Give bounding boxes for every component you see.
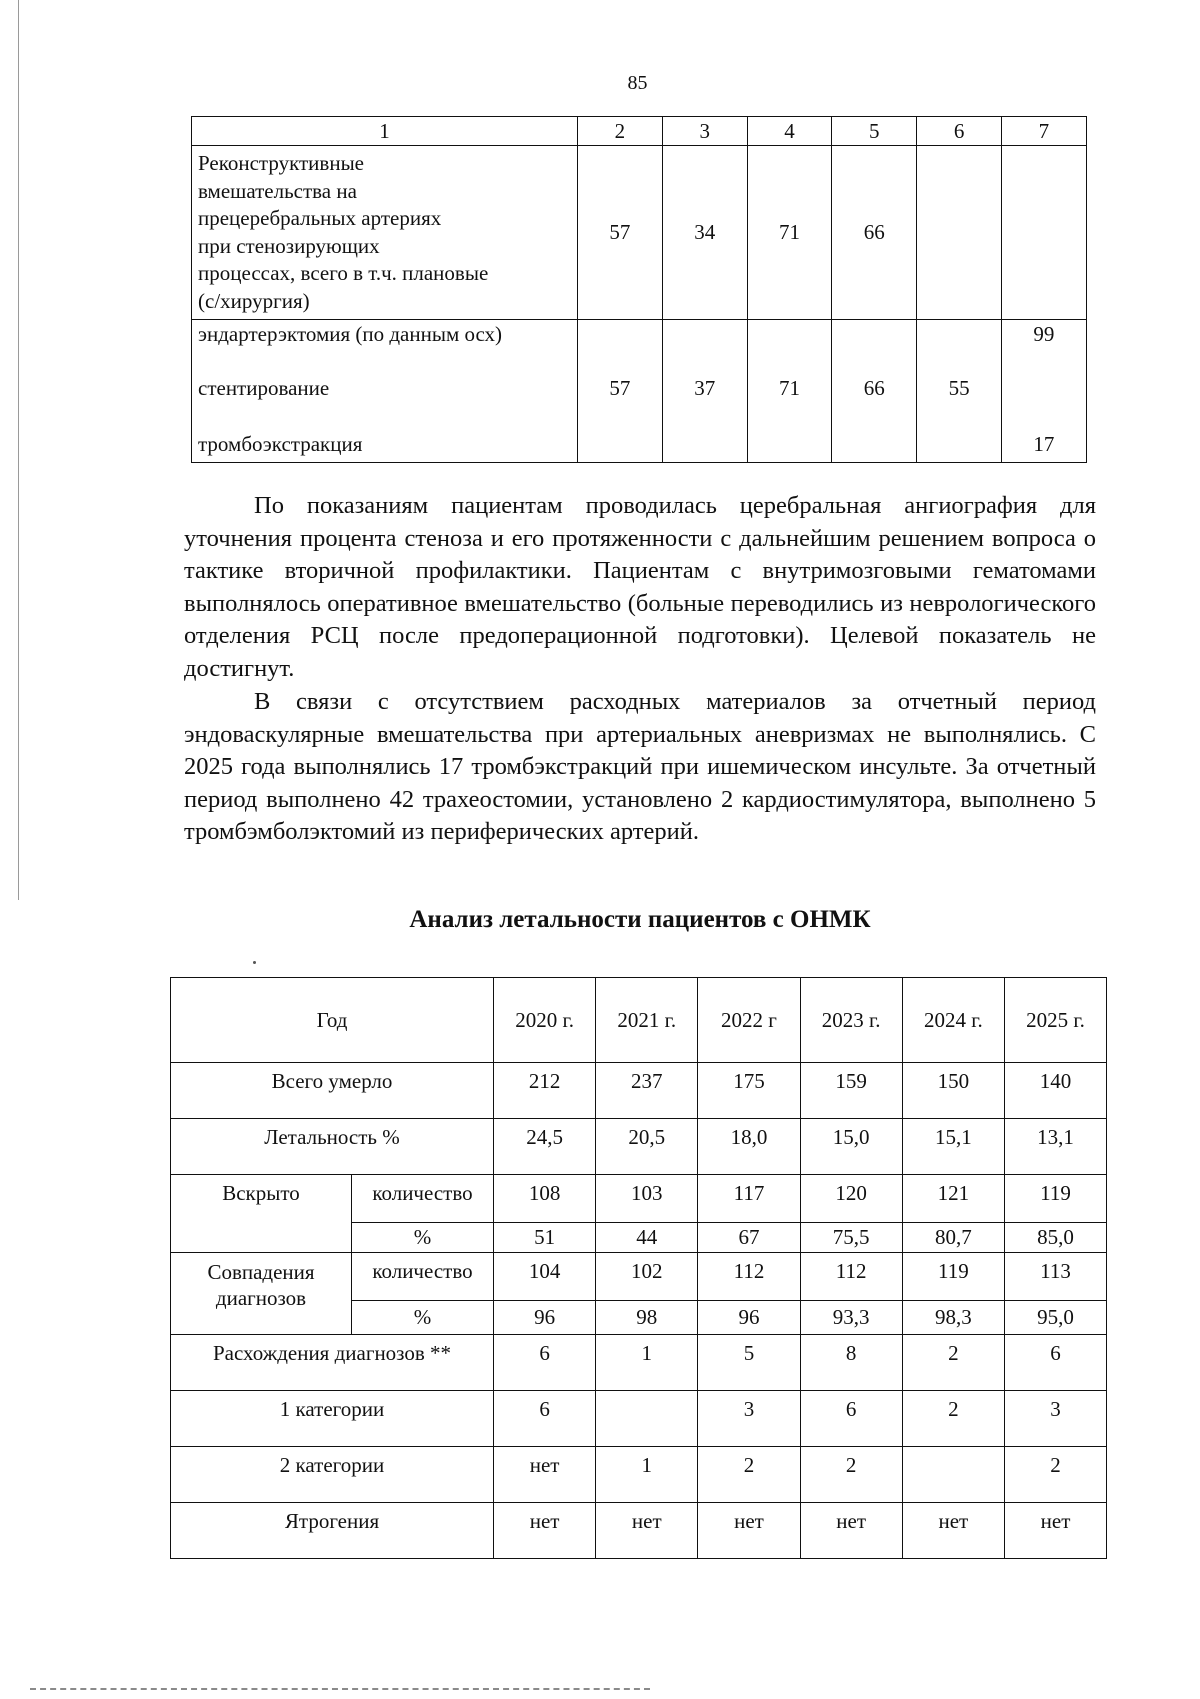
table-cell: 175 xyxy=(698,1063,800,1119)
col-header: 5 xyxy=(832,117,917,146)
year-cell: 2023 г. xyxy=(800,978,902,1063)
year-cell: 2024 г. xyxy=(902,978,1004,1063)
table-cell: 117 xyxy=(698,1175,800,1223)
table-cell: 119 xyxy=(1004,1175,1106,1223)
table-cell: 66 xyxy=(863,376,885,400)
table-cell: 6 xyxy=(494,1391,596,1447)
table-cell: 119 xyxy=(902,1253,1004,1301)
table-cell: 103 xyxy=(596,1175,698,1223)
table-cell: 20,5 xyxy=(596,1119,698,1175)
table-cell: 17 xyxy=(1033,432,1055,456)
mortality-table xyxy=(170,977,1107,1559)
mortality-table-title: Анализ летальности пациентов с ОНМК xyxy=(409,906,871,933)
table-cell: 18,0 xyxy=(698,1119,800,1175)
col-header: 6 xyxy=(917,117,1002,146)
table-cell: 95,0 xyxy=(1004,1301,1106,1335)
table-cell: нет xyxy=(494,1447,596,1503)
table-cell: 24,5 xyxy=(494,1119,596,1175)
row-label: 1 категории xyxy=(171,1391,494,1447)
table-cell: 2 xyxy=(800,1447,902,1503)
col-header: 2 xyxy=(578,117,663,146)
row-label: Всего умерло xyxy=(171,1063,494,1119)
table-cell: 5 xyxy=(698,1335,800,1391)
table-cell: 108 xyxy=(494,1175,596,1223)
table-cell: нет xyxy=(698,1503,800,1559)
table-cell: 3 xyxy=(1004,1391,1106,1447)
table-cell: 15,0 xyxy=(800,1119,902,1175)
page-number: 85 xyxy=(627,72,648,94)
table-cell: нет xyxy=(596,1503,698,1559)
table-cell: 140 xyxy=(1004,1063,1106,1119)
table-cell: 112 xyxy=(800,1253,902,1301)
table-cell: 80,7 xyxy=(902,1223,1004,1253)
table-cell: 57 xyxy=(578,146,663,320)
table-cell: 159 xyxy=(800,1063,902,1119)
sub-label: количество xyxy=(352,1253,494,1301)
table-cell: 15,1 xyxy=(902,1119,1004,1175)
table-header-row xyxy=(192,117,1087,146)
table-row xyxy=(192,146,1087,320)
paragraph-endovascular: В связи с отсутствием расходных материалов за отчетный период эндоваскулярные вмешательства при артериальных аневризмах не выполнялись. С 2025 года выполнялись 17 тромбэкстракций при ишемическом инсульте. За отчетный период выполнено 42 трахеостомии, установлено 2 кардиостимулятора, выполнено 5 тромбэмболэктомий из периферических артерий. xyxy=(184,688,1096,846)
col-header: 4 xyxy=(747,117,832,146)
table-row xyxy=(192,320,1087,463)
table-cell xyxy=(596,1391,698,1447)
row-label: Совпадения диагнозов xyxy=(171,1253,352,1335)
table-cell: 3 xyxy=(698,1391,800,1447)
table-cell: 98,3 xyxy=(902,1301,1004,1335)
col-header: 1 xyxy=(192,117,578,146)
row-label: 2 категории xyxy=(171,1447,494,1503)
row-label: Расхождения диагнозов ** xyxy=(171,1335,494,1391)
table-cell: 6 xyxy=(800,1391,902,1447)
year-cell: 2020 г. xyxy=(494,978,596,1063)
table-row xyxy=(171,1119,1107,1175)
row-label-thrombectraction: тромбоэкстракция xyxy=(198,432,363,456)
table-cell: 1 xyxy=(596,1335,698,1391)
scan-bottom-dashes xyxy=(30,1688,650,1690)
table-cell: 8 xyxy=(800,1335,902,1391)
table-cell: 102 xyxy=(596,1253,698,1301)
table-cell: 96 xyxy=(494,1301,596,1335)
row-label-stenting: стентирование xyxy=(198,376,330,400)
table-cell: 57 xyxy=(609,376,631,400)
year-header: Год xyxy=(171,978,494,1063)
table-cell: 121 xyxy=(902,1175,1004,1223)
row-label: Ятрогения xyxy=(171,1503,494,1559)
table-cell: 71 xyxy=(747,146,832,320)
table-cell: 2 xyxy=(902,1391,1004,1447)
table-cell: 112 xyxy=(698,1253,800,1301)
row-label-endarterectomy: эндартерэктомия (по данным осх) xyxy=(198,322,503,346)
sub-label: количество xyxy=(352,1175,494,1223)
table-cell: 104 xyxy=(494,1253,596,1301)
table-cell: нет xyxy=(902,1503,1004,1559)
table-row xyxy=(171,1447,1107,1503)
sub-label: % xyxy=(352,1301,494,1335)
col-header: 7 xyxy=(1001,117,1086,146)
table-cell: 55 xyxy=(948,376,970,400)
sub-label: % xyxy=(352,1223,494,1253)
row-label: Летальность % xyxy=(171,1119,494,1175)
row-label: Вскрыто xyxy=(171,1175,352,1253)
scan-speck xyxy=(253,961,256,964)
table-cell: 71 xyxy=(778,376,800,400)
table-cell xyxy=(1001,146,1086,320)
table-cell: 96 xyxy=(698,1301,800,1335)
table-cell: 37 xyxy=(694,376,716,400)
table-cell: 34 xyxy=(662,146,747,320)
row-label-reconstructive: Реконструктивные вмешательства на прецеребральных артериях при стенозирующих процессах, всего в т.ч. плановые (с/хирургия) xyxy=(192,146,578,320)
table-cell: 75,5 xyxy=(800,1223,902,1253)
table-cell: 113 xyxy=(1004,1253,1106,1301)
table-cell: 6 xyxy=(494,1335,596,1391)
table-row xyxy=(171,1253,1107,1301)
surgery-table xyxy=(191,116,1087,463)
table-cell xyxy=(902,1447,1004,1503)
table-cell: 150 xyxy=(902,1063,1004,1119)
table-row xyxy=(171,1503,1107,1559)
table-cell: 237 xyxy=(596,1063,698,1119)
table-cell: 2 xyxy=(902,1335,1004,1391)
table-cell: 85,0 xyxy=(1004,1223,1106,1253)
table-cell xyxy=(917,146,1002,320)
table-row xyxy=(171,1391,1107,1447)
table-cell: 99 xyxy=(1033,322,1055,346)
col-header: 3 xyxy=(662,117,747,146)
year-cell: 2025 г. xyxy=(1004,978,1106,1063)
table-cell: 67 xyxy=(698,1223,800,1253)
table-cell: 2 xyxy=(1004,1447,1106,1503)
table-cell: 93,3 xyxy=(800,1301,902,1335)
table-cell: 6 xyxy=(1004,1335,1106,1391)
table-row xyxy=(171,1063,1107,1119)
table-cell: 44 xyxy=(596,1223,698,1253)
table-cell: нет xyxy=(800,1503,902,1559)
table-cell: нет xyxy=(494,1503,596,1559)
table-cell: 98 xyxy=(596,1301,698,1335)
year-cell: 2021 г. xyxy=(596,978,698,1063)
table-cell: 66 xyxy=(832,146,917,320)
table-cell: 1 xyxy=(596,1447,698,1503)
table-row xyxy=(171,1335,1107,1391)
scan-margin-line xyxy=(18,0,19,900)
table-cell: 51 xyxy=(494,1223,596,1253)
table-cell: нет xyxy=(1004,1503,1106,1559)
table-cell: 2 xyxy=(698,1447,800,1503)
table-header-row xyxy=(171,978,1107,1063)
table-cell: 13,1 xyxy=(1004,1119,1106,1175)
table-cell: 212 xyxy=(494,1063,596,1119)
year-cell: 2022 г xyxy=(698,978,800,1063)
table-row xyxy=(171,1175,1107,1223)
paragraph-angiography: По показаниям пациентам проводилась церебральная ангиография для уточнения процента стеноза и его протяженности с дальнейшим решением вопроса о тактике вторичной профилактики. Пациентам с внутримозговыми гематомами выполнялось оперативное вмешательство (больные переводились из неврологического отделения РСЦ после предоперационной подготовки). Целевой показатель не достигнут. xyxy=(184,492,1096,682)
table-cell: 120 xyxy=(800,1175,902,1223)
